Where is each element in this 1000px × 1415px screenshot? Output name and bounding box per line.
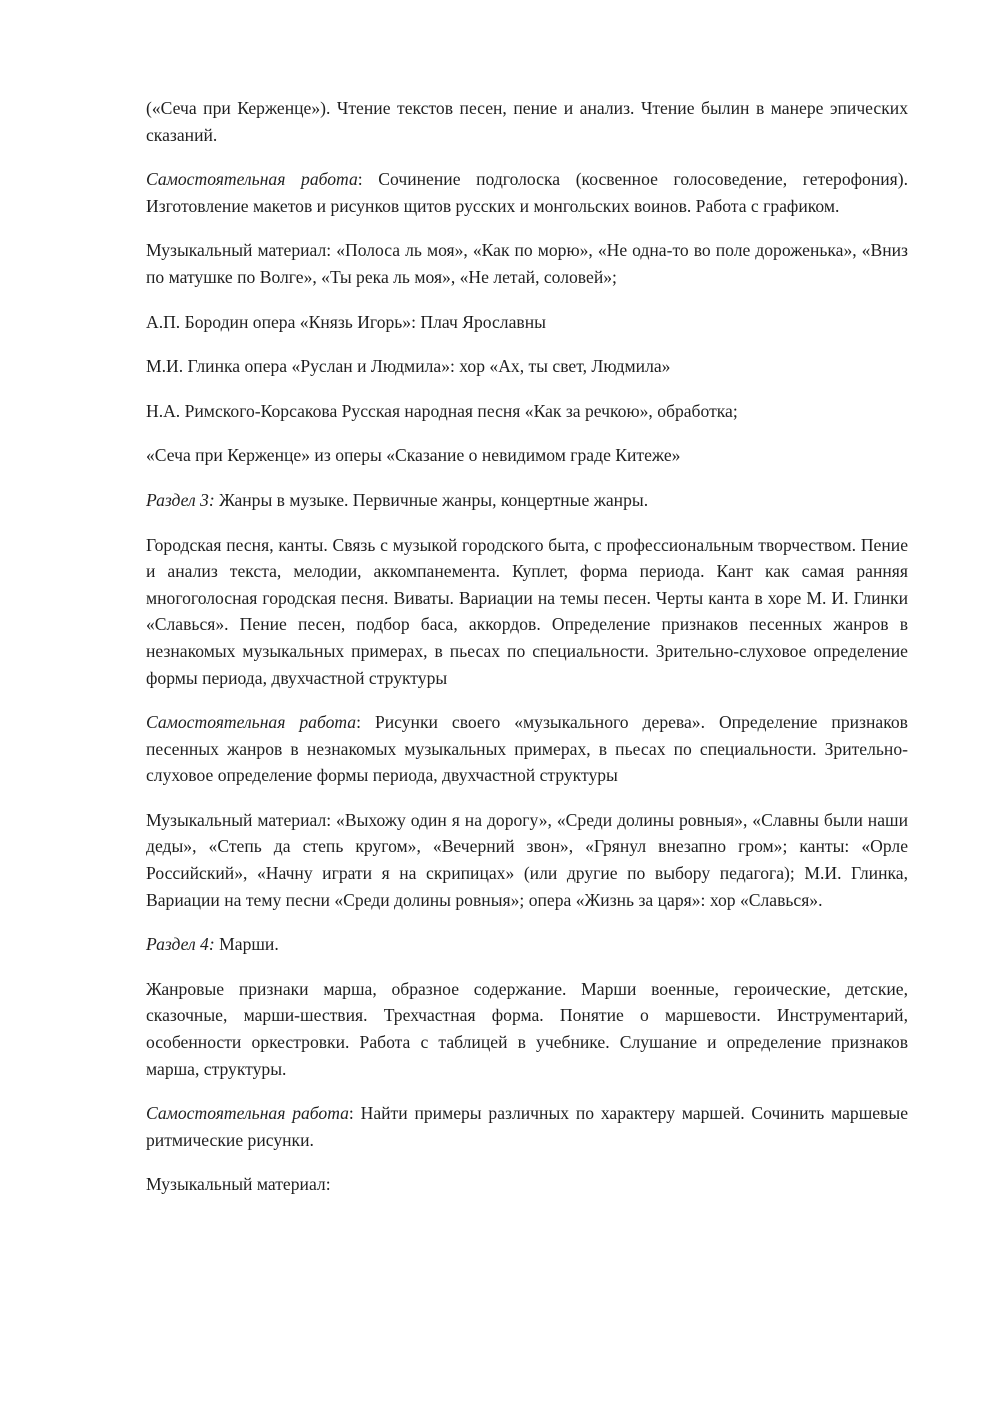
paragraph-rimsky-korsakov: Н.А. Римского-Корсакова Русская народная песня «Как за речкою», обработка; <box>146 400 738 421</box>
paragraph-independent-work-1 <box>146 166 908 219</box>
section-3-label: Раздел 3: <box>146 489 215 510</box>
paragraph-musical-material-3: Музыкальный материал: <box>146 1174 331 1195</box>
section-4-heading <box>146 931 908 958</box>
independent-work-text: : Рисунки своего «музыкального дерева». Определение признаков песенных жанров в незнакомых музыкальных примерах, в пьесах по специальности. Зрительно-слуховое определение формы периода, двухчастной структуры <box>146 712 908 786</box>
independent-work-text: : Сочинение подголоска (косвенное голосоведение, гетерофония). Изготовление макетов и рисунков щитов русских и монгольских воинов. Работа с графиком. <box>146 169 909 216</box>
paragraph-marches: Жанровые признаки марша, образное содержание. Марши военные, героические, детские, сказочные, марши-шествия. Трехчастная форма. Понятие о маршевости. Инструментарий, особенности оркестровки. Работа с таблицей в учебнике. Слушание и определение признаков марша, структуры. <box>146 978 908 1079</box>
paragraph-city-song: Городская песня, канты. Связь с музыкой городского быта, с профессиональным творчеством. Пение и анализ текста, мелодии, аккомпанемента. Куплет, форма периода. Кант как самая ранняя многоголосная городская песня. Виваты. Вариации на темы песен. Черты канта в хоре М. И. Глинки «Славься». Пение песен, подбор баса, аккордов. Определение признаков песенных жанров в незнакомых музыкальных примерах, в пьесах по специальности. Зрительно-слуховое определение формы периода, двухчастной структуры <box>146 534 908 688</box>
section-4-title: Марши. <box>214 934 279 955</box>
paragraph-borodin: А.П. Бородин опера «Князь Игорь»: Плач Ярославны <box>146 311 546 332</box>
independent-work-label: Самостоятельная работа <box>146 169 358 190</box>
paragraph-independent-work-3 <box>146 1100 908 1153</box>
section-3-title: Жанры в музыке. Первичные жанры, концертные жанры. <box>214 489 649 510</box>
document-body <box>146 95 908 1216</box>
independent-work-text: : Найти примеры различных по характеру маршей. Сочинить маршевые ритмические рисунки. <box>146 1103 908 1150</box>
paragraph-independent-work-2 <box>146 709 908 789</box>
independent-work-label: Самостоятельная работа <box>146 712 357 733</box>
paragraph-kerzhenets-reading: («Сеча при Керженце»). Чтение текстов песен, пение и анализ. Чтение былин в манере эпических сказаний. <box>146 98 908 145</box>
section-3-heading <box>146 487 908 514</box>
independent-work-label: Самостоятельная работа <box>146 1103 349 1124</box>
paragraph-musical-material-1: Музыкальный материал: «Полоса ль моя», «Как по морю», «Не одна-то во поле дороженька», «Вниз по матушке по Волге», «Ты река ль моя», «Не летай, соловей»; <box>146 240 908 287</box>
paragraph-musical-material-2: Музыкальный материал: «Выхожу один я на дорогу», «Среди долины ровныя», «Славны были наши деды», «Степь да степь кругом», «Вечерний звон», «Грянул внезапно гром»; канты: «Орле Российский», «Начну играти я на скрипицах» (или другие по выбору педагога); М.И. Глинка, Вариации на тему песни «Среди долины ровныя»; опера «Жизнь за царя»: хор «Славься». <box>146 809 908 910</box>
paragraph-glinka: М.И. Глинка опера «Руслан и Людмила»: хор «Ах, ты свет, Людмила» <box>146 356 671 377</box>
section-4-label: Раздел 4: <box>146 934 215 955</box>
paragraph-kitezh: «Сеча при Керженце» из оперы «Сказание о невидимом граде Китеже» <box>146 445 681 466</box>
